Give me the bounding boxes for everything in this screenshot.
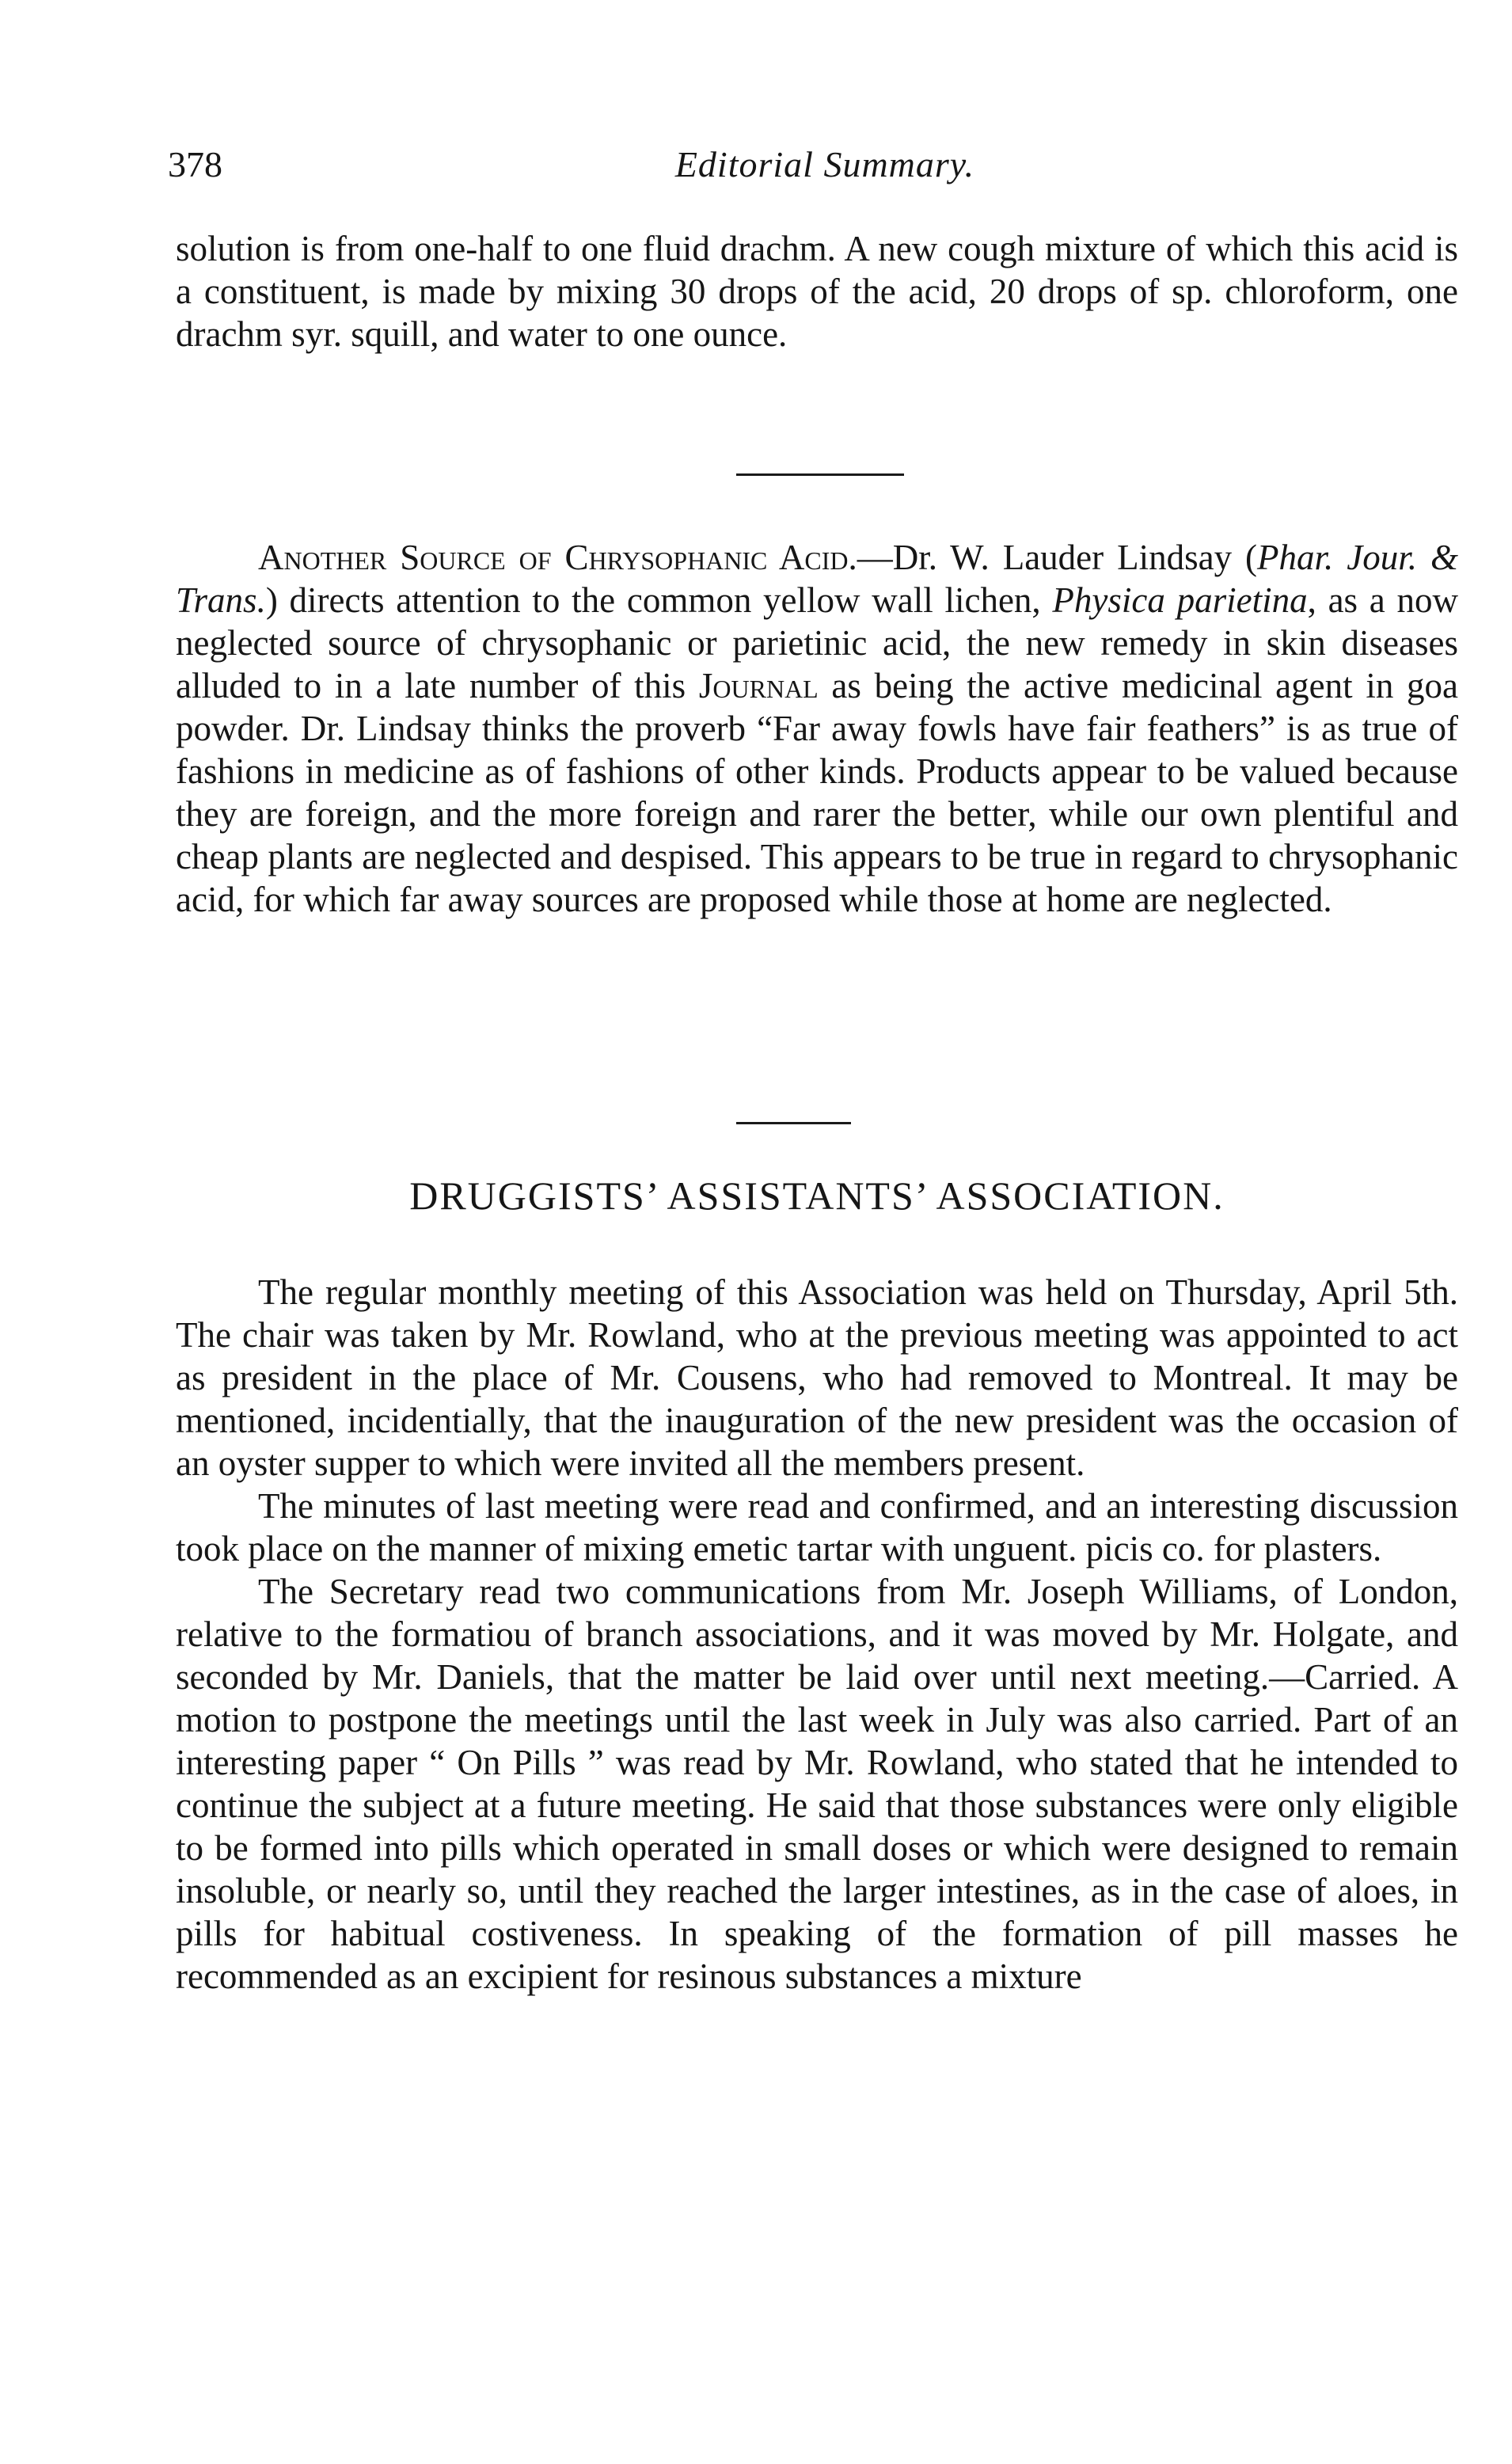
item-citation: Phar. Jour. & Trans.: [176, 538, 1458, 620]
section-divider: [736, 473, 904, 476]
item-text-a: —Dr. W. Lauder Lindsay (: [857, 538, 1258, 577]
paragraph-text: solution is from one-half to one fluid drachm. A new cough mixture of which this acid is a constituent, is made by mixing 30 drops of the acid, 20 drops of sp. chloroform, one drachm syr. squill, and water to one ounce.: [176, 229, 1458, 354]
item-text-b: ) directs attention to the common yellow wall lichen,: [265, 580, 1053, 620]
item-species: Physica parietina: [1052, 580, 1308, 620]
item-text-c: , as a now neglected source of chrysophanic or parietinic acid, the new remedy in skin diseases alluded to in a late number of this: [176, 580, 1458, 705]
chrysophanic-acid-item: [176, 536, 1458, 921]
association-report: [176, 1271, 1458, 1998]
page-number: 378: [168, 144, 222, 184]
item-text-d: as being the active medicinal agent in goa powder. Dr. Lindsay thinks the proverb “Far away fowls have fair feathers” is as true of fashions in medicine as of fashions of other kinds. Products appear to be valued because they are foreign, and the more foreign and rarer the better, while our own plentiful and cheap plants are neglected and despised. This appears to be true in regard to chrysophanic acid, for which far away sources are proposed while those at home are neglected.: [176, 666, 1458, 919]
continued-paragraph: [176, 227, 1458, 356]
running-head: [168, 141, 1482, 188]
section-divider: [736, 1122, 851, 1124]
item-journal-word: Journal: [698, 666, 819, 705]
report-paragraph: The minutes of last meeting were read and confirmed, and an interesting discussion took place on the manner of mixing emetic tartar with unguent. picis co. for plasters.: [176, 1486, 1458, 1569]
item-title: Another Source of Chrysophanic Acid.: [258, 538, 857, 577]
item-paragraph: [176, 536, 1458, 921]
report-paragraph: The regular monthly meeting of this Association was held on Thursday, April 5th. The chair was taken by Mr. Rowland, who at the previous meeting was appointed to act as president in the place of Mr. Cousens, who had removed to Montreal. It may be mentioned, incidentially, that the inauguration of the new president was the occasion of an oyster supper to which were invited all the members present.: [176, 1272, 1458, 1483]
report-paragraph: The Secretary read two communications from Mr. Joseph Williams, of London, relative to the formatiou of branch associations, and it was moved by Mr. Holgate, and seconded by Mr. Daniels, that the matter be laid over until next meeting.—Carried. A motion to postpone the meetings until the last week in July was also carried. Part of an interesting paper “ On Pills ” was read by Mr. Rowland, who stated that he intended to continue the subject at a future meeting. He said that those substances were only eligible to be formed into pills which operated in small doses or which were designed to remain insoluble, or nearly so, until they reached the larger intestines, as in the case of aloes, in pills for habitual costiveness. In speaking of the formation of pill masses he recommended as an excipient for resinous substances a mixture: [176, 1572, 1458, 1996]
section-heading: DRUGGISTS’ ASSISTANTS’ ASSOCIATION.: [409, 1173, 1225, 1218]
running-title: Editorial Summary.: [674, 144, 975, 184]
